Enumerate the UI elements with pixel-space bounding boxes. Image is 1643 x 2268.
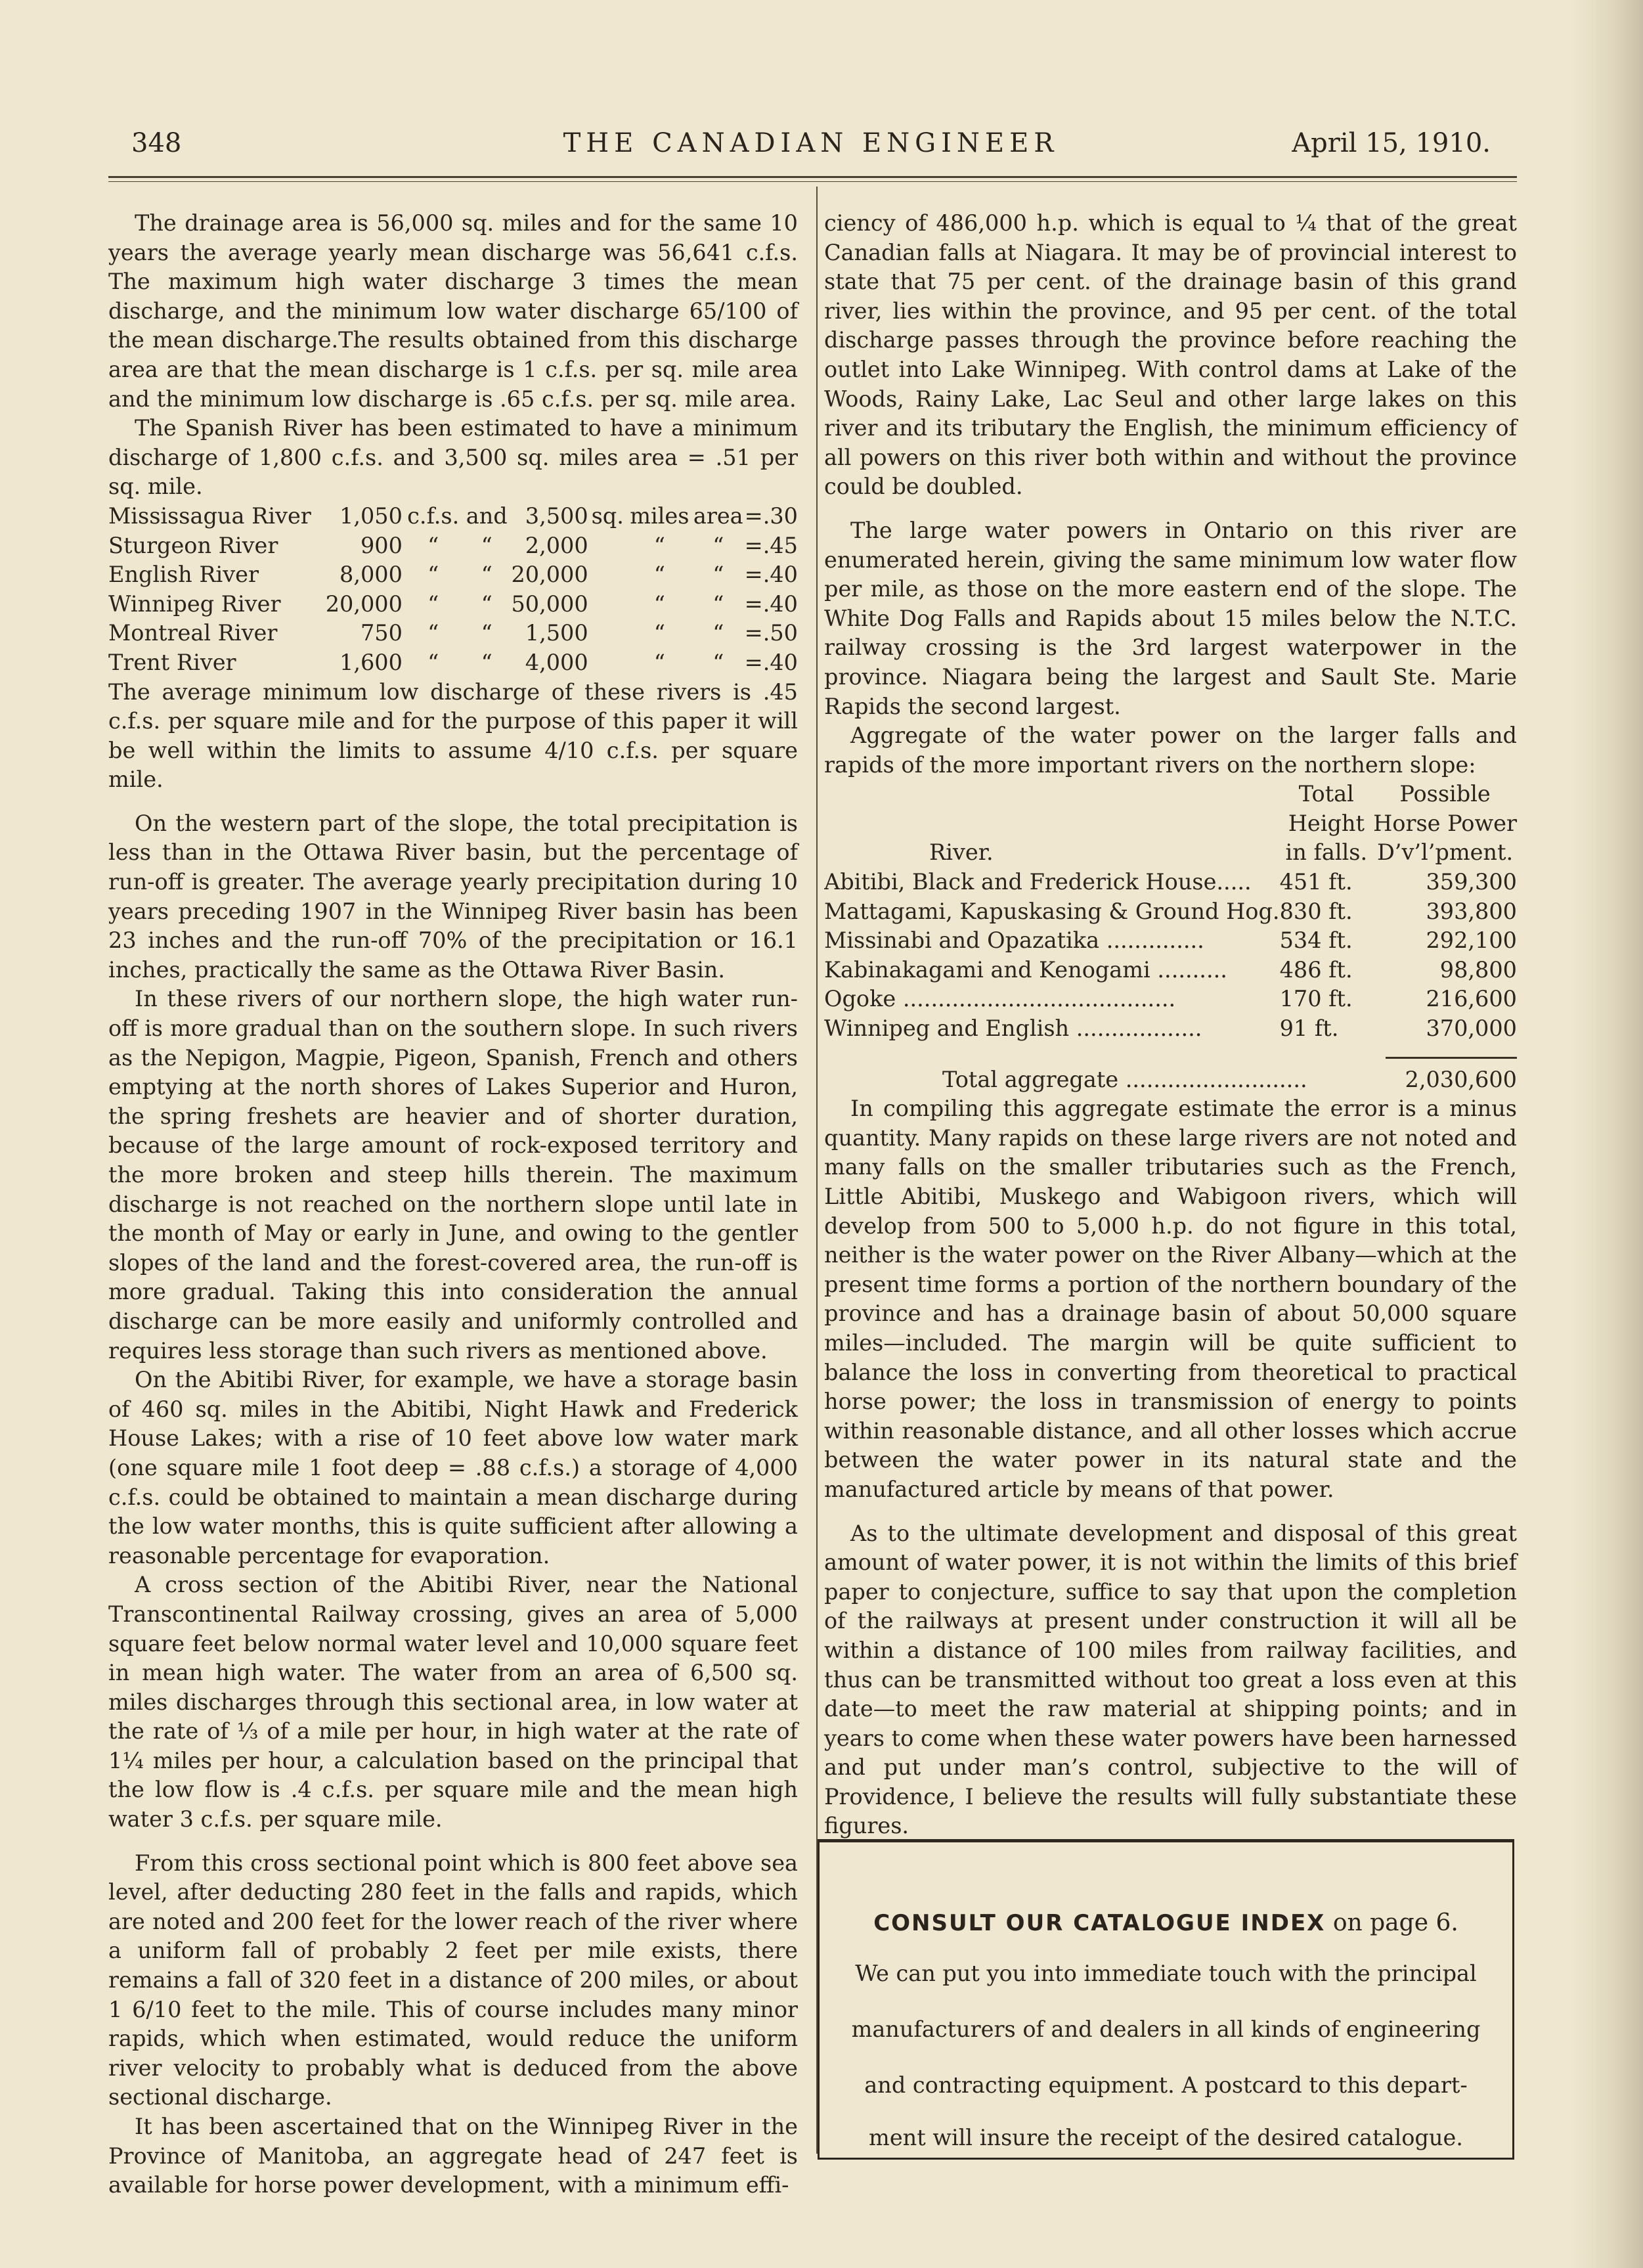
- paragraph: In compiling this aggregate estimate the error is a minus quantity. Many rapids on these large rivers are not noted and many falls on the smaller tributaries such as the French, Little Abitibi, Muskego and Wabigoon rivers, which will develop from 500 to 5,000 h.p. do not figure in this total, neither is the water power on the River Albany—which at the present time forms a portion of the northern boundary of the province and has a drainage basin of about 50,000 square miles—included. The margin will be quite sufficient to balance the loss in converting from theoretical to practical horse power; the loss in transmission of energy to points within reasonable distance, and all other losses which accrue between the water power in its natural state and the manufactured article by means of that power.: [824, 1096, 1517, 1502]
- river-unit3: “: [653, 590, 665, 617]
- river-area: 20,000: [511, 562, 588, 588]
- table-row: [824, 897, 1517, 927]
- river-area: 2,000: [525, 532, 588, 558]
- column-header: D’v’l’pment.: [1376, 839, 1514, 866]
- left-column: [108, 209, 798, 2200]
- ad-line: ment will insure the receipt of the desired catalogue.: [869, 2125, 1463, 2150]
- table-row: [824, 1014, 1517, 1044]
- agg-hp: 216,600: [1426, 986, 1517, 1012]
- river-name: Trent River: [108, 649, 236, 675]
- river-area: 4,000: [525, 649, 588, 675]
- issue-date: April 15, 1910.: [1292, 128, 1491, 158]
- table-row: [108, 590, 798, 619]
- paragraph: On the western part of the slope, the total precipitation is less than in the Ottawa River basin, but the percentage of run-off is greater. The average yearly precipitation during 10 years preceding 1907 in the Winnipeg River basin has been 23 inches and the run-off 70% of the precipitation or 16.1 inches, practically the same as the Ottawa River Basin.: [108, 810, 798, 983]
- total-rule: [1386, 1057, 1517, 1059]
- river-unit2: sq.: [591, 502, 624, 529]
- table-row: [824, 926, 1517, 956]
- agg-hp: 370,000: [1426, 1015, 1517, 1042]
- agg-height: 91 ft.: [1279, 1015, 1339, 1042]
- river-unit2: [588, 560, 627, 590]
- river-unit3: “: [653, 532, 665, 558]
- table-row: [824, 1065, 1517, 1095]
- total-value: 2,030,600: [1405, 1066, 1517, 1092]
- river-cfs: 900: [360, 532, 403, 558]
- river-unit2: [588, 590, 627, 619]
- river-unit4: “: [712, 649, 724, 675]
- column-header: in falls.: [1285, 839, 1368, 866]
- table-row: [824, 868, 1517, 897]
- river-unit: “: [427, 620, 439, 646]
- river-name: Mississagua River: [108, 502, 311, 529]
- river-conj: “: [481, 620, 493, 646]
- table-header-row: [824, 809, 1517, 839]
- table-row: [108, 502, 798, 531]
- column-header: Height: [1288, 810, 1365, 836]
- catalogue-ad-box: [818, 1839, 1514, 2160]
- ad-line: We can put you into immediate touch with the principal: [855, 1961, 1477, 1986]
- river-name: Sturgeon River: [108, 532, 278, 558]
- agg-height: 451 ft.: [1279, 869, 1353, 895]
- river-unit4: “: [712, 562, 724, 588]
- river-cfs: 750: [360, 620, 403, 646]
- river-name: Winnipeg River: [108, 590, 281, 617]
- agg-height: 486 ft.: [1279, 956, 1353, 983]
- ad-title: [820, 1909, 1512, 1936]
- agg-hp: 393,800: [1426, 898, 1517, 924]
- river-discharge-table: [108, 502, 798, 678]
- river-ratio: =.40: [744, 590, 798, 617]
- table-row: [824, 985, 1517, 1014]
- paragraph: Aggregate of the water power on the larger falls and rapids of the more important rivers on the northern slope:: [824, 723, 1517, 778]
- right-column: [824, 209, 1517, 1841]
- river-conj: “: [481, 590, 493, 617]
- ad-title-rest: on page 6.: [1325, 1909, 1458, 1936]
- agg-height: 534 ft.: [1279, 927, 1353, 954]
- agg-river: Winnipeg and English ..................: [824, 1015, 1202, 1042]
- river-conj: “: [481, 649, 493, 675]
- river-unit2: [588, 531, 627, 561]
- river-unit4: “: [712, 590, 724, 617]
- ad-line: and contracting equipment. A postcard to this depart-: [864, 2072, 1468, 2098]
- column-header: Total: [1298, 781, 1354, 807]
- agg-river: Mattagami, Kapuskasing & Ground Hog.: [824, 898, 1280, 924]
- column-header: Possible: [1399, 781, 1491, 807]
- agg-river: Kabinakagami and Kenogami ..........: [824, 956, 1227, 983]
- river-unit2: [588, 619, 627, 648]
- river-ratio: =.30: [744, 502, 798, 529]
- river-name: English River: [108, 562, 259, 588]
- water-power-aggregate-table: [824, 780, 1517, 1043]
- paragraph: The drainage area is 56,000 sq. miles and for the same 10 years the average yearly mean discharge was 56,641 c.f.s. The maximum high water discharge 3 times the mean discharge, and the minimum low water discharge 65/100 of the mean discharge.The results obtained from this discharge area are that the mean discharge is 1 c.f.s. per sq. mile area and the minimum low discharge is .65 c.f.s. per sq. mile area.: [108, 210, 798, 412]
- paragraph: It has been ascertained that on the Winnipeg River in the Province of Manitoba, an aggregate head of 247 feet is available for horse power development, with a minimum effi-: [108, 2114, 798, 2198]
- table-row: [108, 648, 798, 678]
- paragraph: From this cross sectional point which is 800 feet above sea level, after deducting 280 feet in the falls and rapids, which are noted and 200 feet for the lower reach of the river where a uniform fall of probably 2 feet per mile exists, there remains a fall of 320 feet in a distance of 200 miles, or about 1 6/10 feet to the mile. This of course includes many minor rapids, which when estimated, would reduce the uniform river velocity to probably what is deduced from the above sectional discharge.: [108, 1850, 798, 2110]
- column-header: Horse Power: [1373, 810, 1517, 836]
- journal-title: THE CANADIAN ENGINEER: [563, 128, 1059, 158]
- ad-line: manufacturers of and dealers in all kinds of engineering: [851, 2016, 1481, 2042]
- paragraph: The average minimum low discharge of these rivers is .45 c.f.s. per square mile and for the purpose of this paper it will be well within the limits to assume 4/10 c.f.s. per square mile.: [108, 678, 798, 793]
- header-rule-thick: [108, 176, 1517, 178]
- river-unit3: “: [653, 649, 665, 675]
- agg-river: Missinabi and Opazatika ..............: [824, 927, 1204, 954]
- paragraph: In these rivers of our northern slope, the high water run-off is more gradual than on the southern slope. In such rivers as the Nepigon, Magpie, Pigeon, Spanish, French and others emptying at the north shores of Lakes Superior and Huron, the spring freshets are heavier and of shorter duration, because of the large amount of rock-exposed territory and the more broken and steep hills therein. The maximum discharge is not reached on the northern slope until late in the month of May or early in June, and owing to the gentler slopes of the land and the forest-covered area, the run-off is more gradual. Taking this into consideration the annual discharge can be more easily and uniformly controlled and requires less storage than such rivers as mentioned above.: [108, 986, 798, 1364]
- river-unit: “: [427, 562, 439, 588]
- river-unit3: miles: [630, 502, 690, 529]
- river-ratio: =.40: [744, 649, 798, 675]
- river-unit: “: [427, 590, 439, 617]
- river-unit: “: [427, 649, 439, 675]
- agg-height: 170 ft.: [1279, 986, 1353, 1012]
- river-ratio: =.50: [744, 620, 798, 646]
- river-unit: c.f.s.: [407, 502, 460, 529]
- river-unit3: “: [653, 562, 665, 588]
- table-row: [108, 619, 798, 648]
- agg-hp: 98,800: [1439, 956, 1517, 983]
- river-conj: “: [481, 562, 493, 588]
- river-cfs: 1,600: [340, 649, 403, 675]
- agg-hp: 292,100: [1426, 927, 1517, 954]
- table-row: [108, 531, 798, 561]
- ad-title-bold: CONSULT OUR CATALOGUE INDEX: [873, 1910, 1326, 1936]
- river-unit4: area: [693, 502, 743, 529]
- paragraph: As to the ultimate development and disposal of this great amount of water power, it is not within the limits of this brief paper to conjecture, suffice to say that upon the completion of the railways at present under construction it will all be within a distance of 100 miles from railway facilities, and thus can be transmitted without too great a loss even at this date—to meet the raw material at shipping points; and in years to come when these water powers have been harnessed and put under man’s control, subjective to the will of Providence, I believe the results will fully substantiate these figures.: [824, 1520, 1517, 1839]
- table-header-row: [824, 780, 1517, 809]
- river-cfs: 8,000: [340, 562, 403, 588]
- paragraph: A cross section of the Abitibi River, near the National Transcontinental Railway crossing, gives an area of 5,000 square feet below normal water level and 10,000 square feet in mean high water. The water from an area of 6,500 sq. miles discharges through this sectional area, in low water at the rate of ⅓ of a mile per hour, in high water at the rate of 1¼ miles per hour, a calculation based on the principal that the low flow is .4 c.f.s. per square mile and the mean high water 3 c.f.s. per square mile.: [108, 1572, 798, 1833]
- header-rule-thin: [108, 181, 1517, 182]
- river-unit4: “: [712, 532, 724, 558]
- river-cfs: 20,000: [325, 590, 403, 617]
- river-name: Montreal River: [108, 620, 278, 646]
- river-area: 50,000: [511, 590, 588, 617]
- agg-river: Ogoke .......................................: [824, 986, 1176, 1012]
- agg-hp: 359,300: [1426, 869, 1517, 895]
- river-conj: “: [481, 532, 493, 558]
- river-area: 1,500: [525, 620, 588, 646]
- paragraph: The Spanish River has been estimated to have a minimum discharge of 1,800 c.f.s. and 3,500 sq. miles area = .51 per sq. mile.: [108, 415, 798, 500]
- paragraph: On the Abitibi River, for example, we have a storage basin of 460 sq. miles in the Abitibi, Night Hawk and Frederick House Lakes; with a rise of 10 feet above low water mark (one square mile 1 foot deep = .88 c.f.s.) a storage of 4,000 c.f.s. could be obtained to maintain a mean discharge during the low water months, this is quite sufficient after allowing a reasonable percentage for evaporation.: [108, 1367, 798, 1568]
- page-number: 348: [131, 128, 182, 158]
- river-cfs: 1,050: [340, 502, 403, 529]
- table-row: [108, 560, 798, 590]
- river-unit3: “: [653, 620, 665, 646]
- river-ratio: =.40: [744, 562, 798, 588]
- table-header-row: [824, 838, 1517, 868]
- page-header: [131, 128, 1491, 167]
- table-row: [824, 956, 1517, 985]
- total-label: Total aggregate ..........................: [942, 1066, 1307, 1092]
- column-header: River.: [929, 839, 994, 866]
- paragraph: ciency of 486,000 h.p. which is equal to ¼ that of the great Canadian falls at Niagara. It may be of provincial interest to state that 75 per cent. of the drainage basin of this grand river, lies within the province, and 95 per cent. of the total discharge passes through the province before reaching the outlet into Lake Winnipeg. With control dams at Lake of the Woods, Rainy Lake, Lac Seul and other large lakes on this river and its tributary the English, the minimum efficiency of all powers on this river both within and without the province could be doubled.: [824, 210, 1517, 500]
- river-unit4: “: [712, 620, 724, 646]
- river-area: 3,500: [525, 502, 588, 529]
- river-ratio: =.45: [744, 532, 798, 558]
- total-row: [824, 1065, 1517, 1095]
- page-edge-shadow: [1571, 0, 1643, 2268]
- river-unit2: [588, 648, 627, 678]
- agg-river: Abitibi, Black and Frederick House.....: [824, 869, 1252, 895]
- river-conj: and: [466, 502, 508, 529]
- paragraph: The large water powers in Ontario on this river are enumerated herein, giving the same minimum low water flow per mile, as those on the more eastern end of the slope. The White Dog Falls and Rapids about 15 miles below the N.T.C. railway crossing is the 3rd largest waterpower in the province. Niagara being the largest and Sault Ste. Marie Rapids the second largest.: [824, 517, 1517, 719]
- river-unit: “: [427, 532, 439, 558]
- agg-height: 830 ft.: [1279, 898, 1353, 924]
